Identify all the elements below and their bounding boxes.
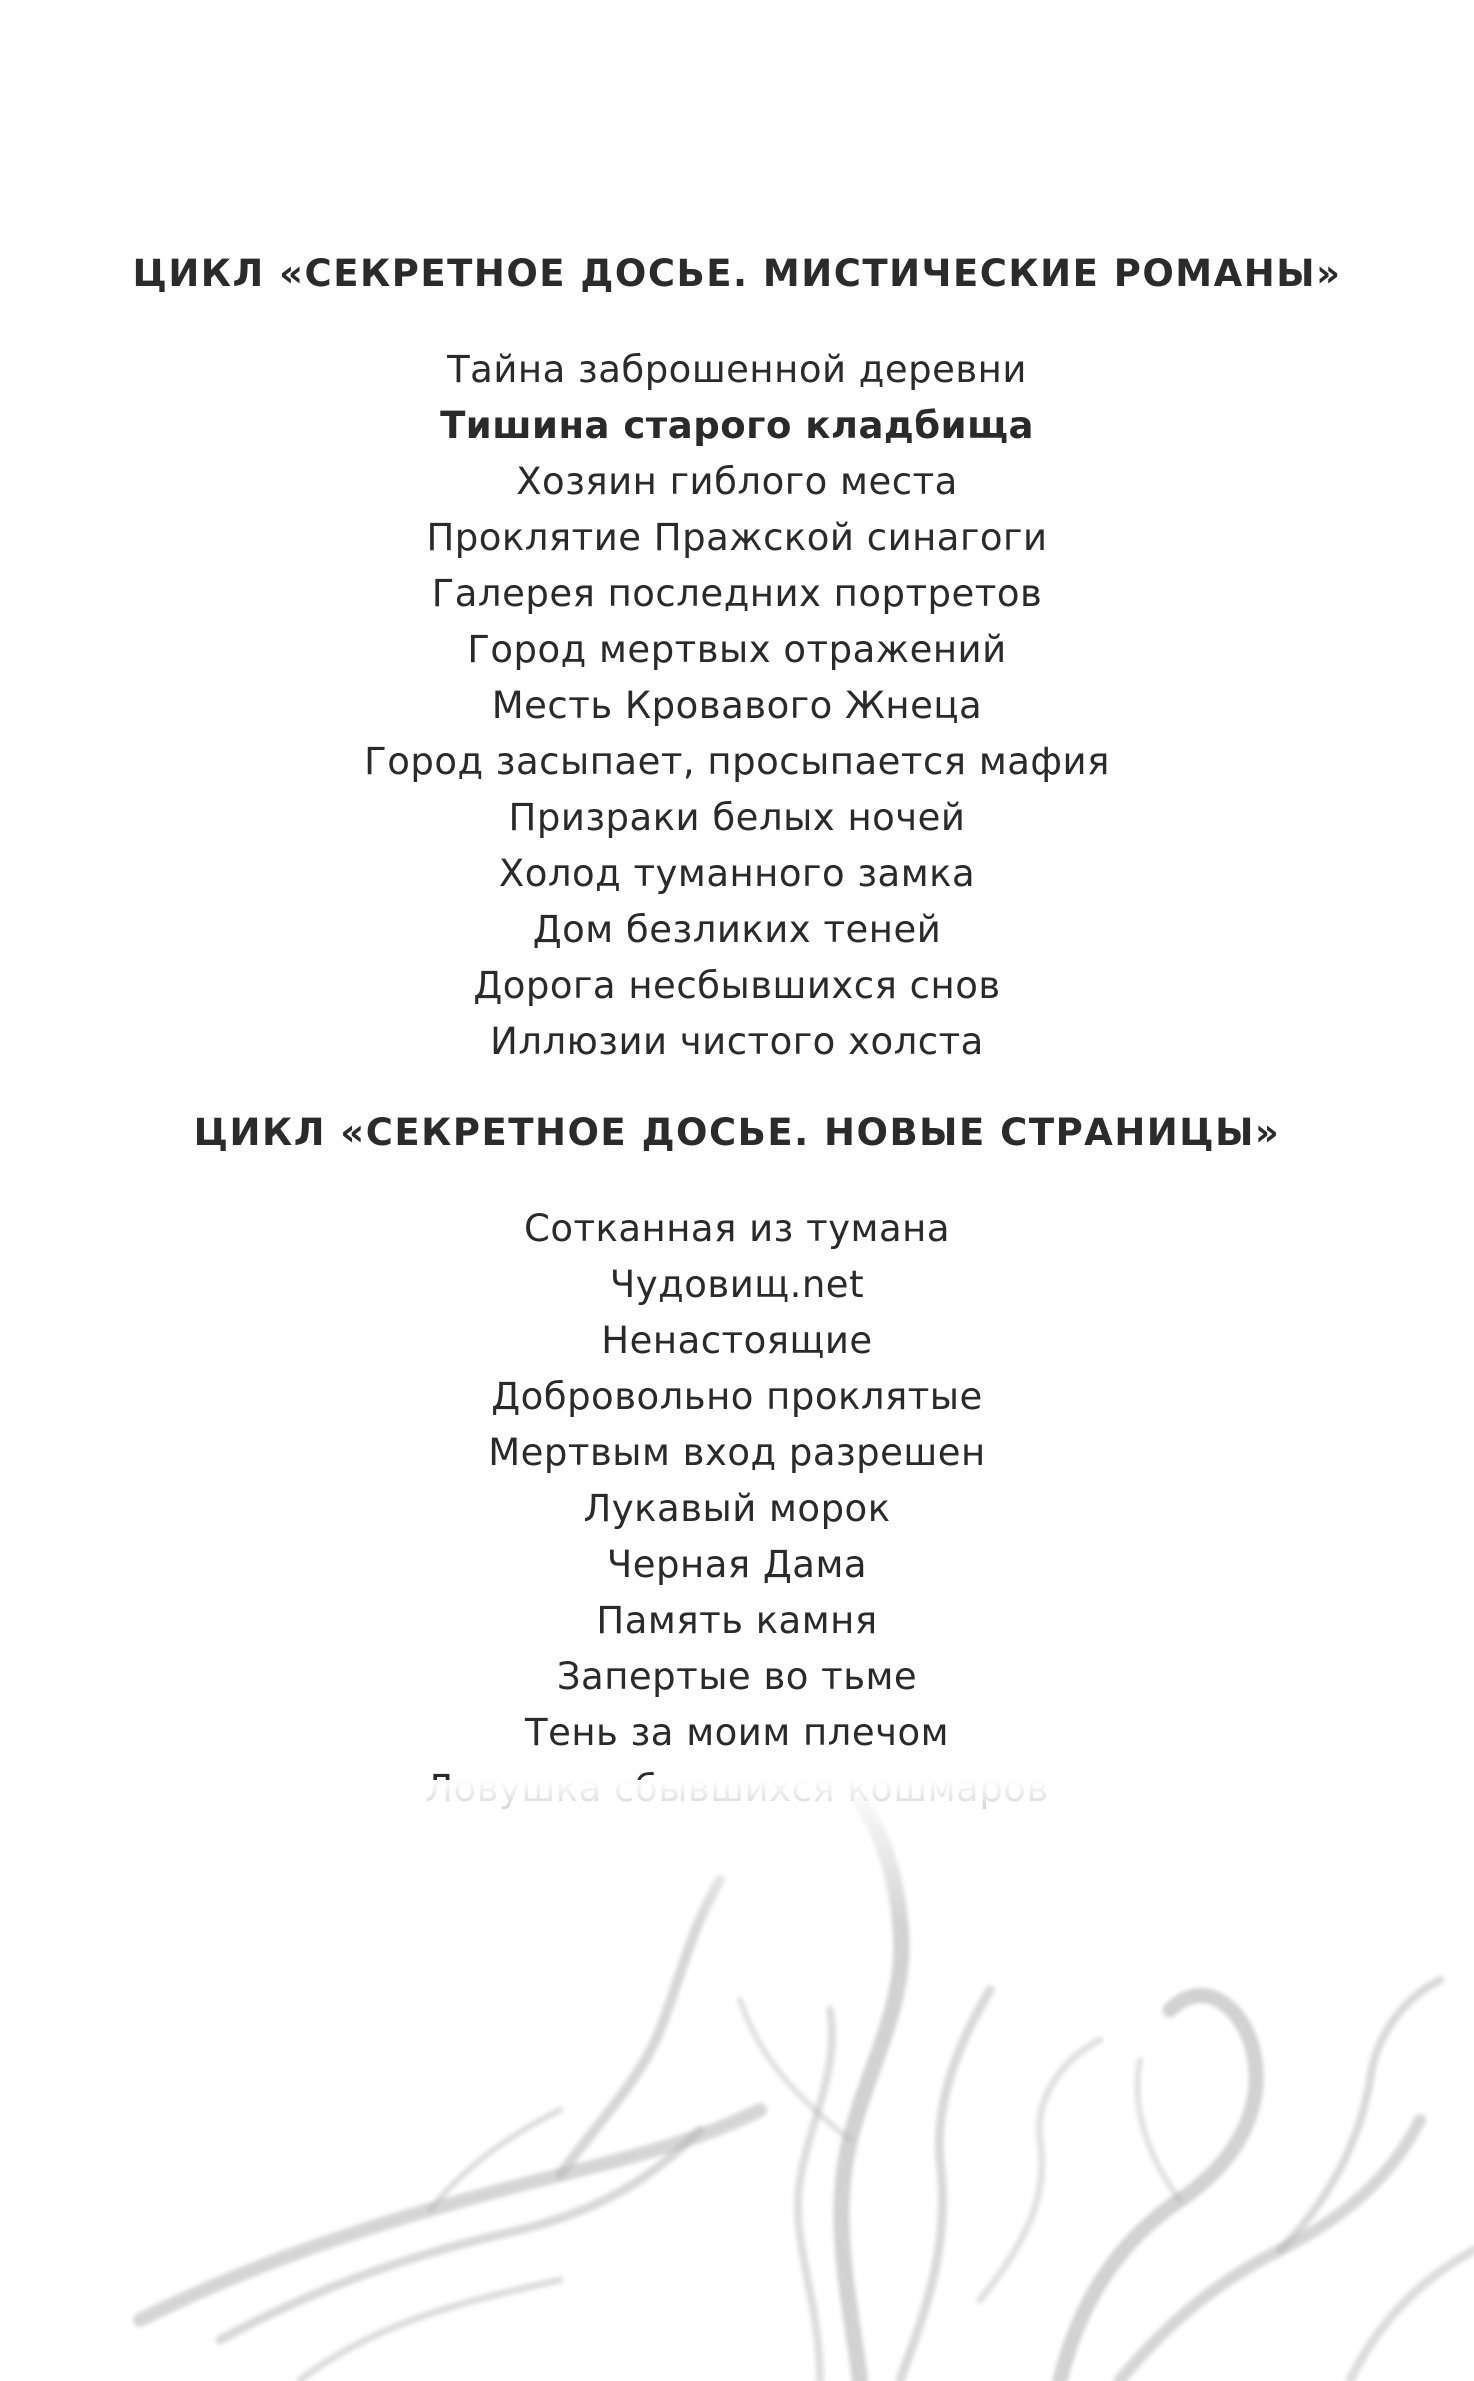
book-title: Ненастоящие <box>601 1319 873 1362</box>
book-title: Тайна заброшенной деревни <box>447 348 1027 391</box>
book-title: Холод туманного замка <box>498 852 976 895</box>
book-title: Память камня <box>596 1599 878 1642</box>
book-title: Иллюзии чистого холста <box>490 1020 984 1063</box>
book-title: Мертвым вход разрешен <box>488 1431 986 1474</box>
book-title-current: Тишина старого кладбища <box>440 404 1034 447</box>
book-list <box>0 1201 1474 1817</box>
book-title: Галерея последних портретов <box>431 572 1043 615</box>
cycle-mystic-novels <box>0 246 1474 1070</box>
book-title: Тень за моим плечом <box>524 1711 949 1754</box>
book-title: Проклятие Пражской синагоги <box>426 516 1048 559</box>
book-title: Добровольно проклятые <box>491 1375 983 1418</box>
book-title: Лукавый морок <box>583 1487 891 1530</box>
cycle-heading: ЦИКЛ «СЕКРЕТНОЕ ДОСЬЕ. МИСТИЧЕСКИЕ РОМАНЫ» <box>132 252 1342 295</box>
book-title: Сотканная из тумана <box>523 1207 950 1250</box>
smoky-tendrils-illustration-icon <box>0 1780 1474 2381</box>
book-title: Чудовищ.net <box>609 1263 865 1306</box>
cycle-heading: ЦИКЛ «СЕКРЕТНОЕ ДОСЬЕ. НОВЫЕ СТРАНИЦЫ» <box>193 1111 1281 1154</box>
book-title: Город засыпает, просыпается мафия <box>364 740 1110 783</box>
book-title: Запертые во тьме <box>556 1655 918 1698</box>
book-title: Призраки белых ночей <box>508 796 966 839</box>
book-title: Дом безликих теней <box>532 908 942 951</box>
book-title: Город мертвых отражений <box>467 628 1007 671</box>
cycle-new-pages <box>0 1105 1474 1817</box>
book-title: Хозяин гиблого места <box>516 460 958 503</box>
book-title: Месть Кровавого Жнеца <box>491 684 983 727</box>
book-title: Дорога несбывшихся снов <box>473 964 1001 1007</box>
book-title: Черная Дама <box>606 1543 868 1586</box>
book-list <box>0 342 1474 1070</box>
